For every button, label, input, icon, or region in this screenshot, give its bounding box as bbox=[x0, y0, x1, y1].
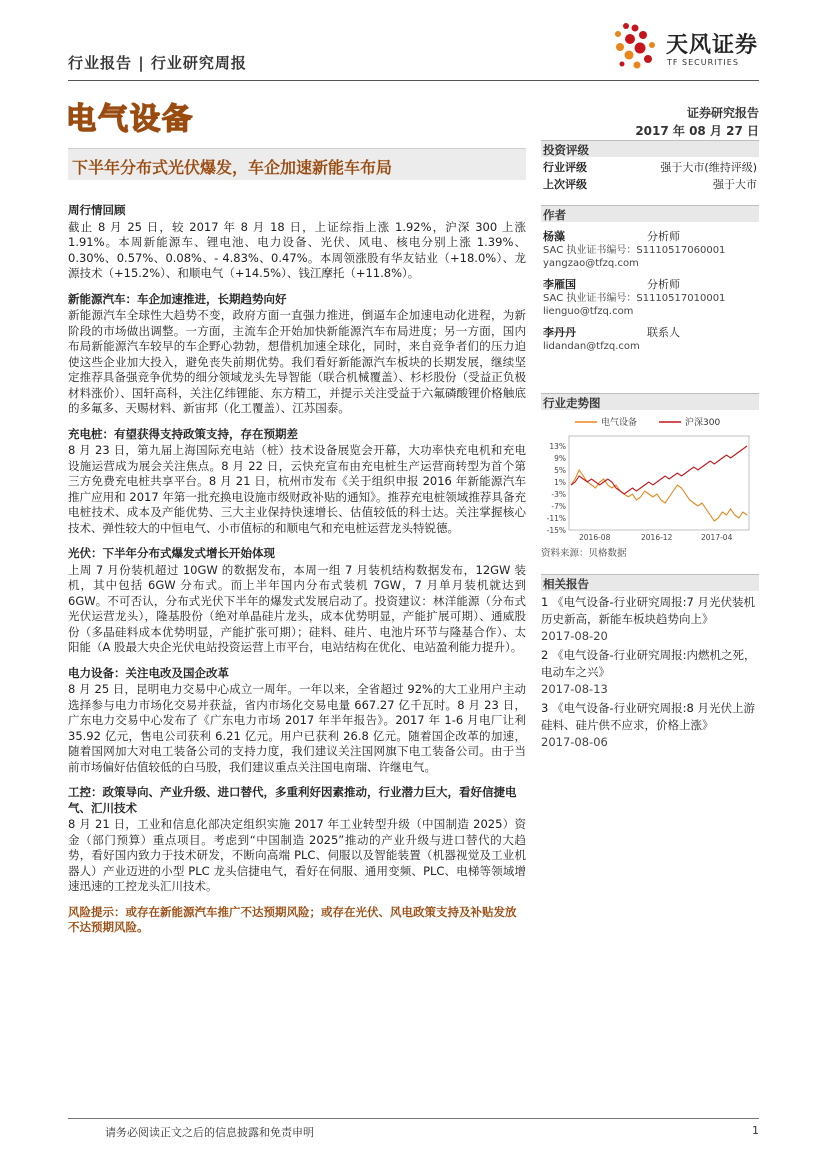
related-report-link[interactable]: 3 《电气设备-行业研究周报:8 月光伏上游硅料、硅片供不应求，价格上涨》 bbox=[541, 701, 755, 732]
section-pv bbox=[68, 546, 526, 656]
footer-disclaimer: 请务必阅读正文之后的信息披露和免责申明 bbox=[105, 1126, 314, 1139]
legend-label: 沪深300 bbox=[685, 418, 721, 428]
analyst-email[interactable]: yangzao@tfzq.com bbox=[543, 258, 639, 269]
section-paragraph: 上周 7 月份装机超过 10GW 的数据发布，本周一组 7 月装机结构数据发布，12GW 装机，其中包括 6GW 分布式。而上半年国内分布式装机 7GW，7 月单月装机就达到 6GW。不可否认，分布式光伏下半年的爆发式发展启动了。投资建议：林洋能源（分布式光伏运营龙头），隆基股份（绝对单晶硅片龙头，成本优势明显，产能扩展可期）、通威股份（多晶硅料成本优势明显，产能扩张可期）；硅料、硅片、电池片环节与隆基合作）、太阳能（A 股最大央企光伏电站投资运营上市平台，电站结构在优化、电站盈利能力提升）。 bbox=[68, 562, 526, 654]
analyst-email[interactable]: lidandan@tfzq.com bbox=[543, 341, 640, 352]
section-heading: 充电桩：有望获得支持政策支持，存在预期差 bbox=[68, 426, 298, 441]
section-paragraph: 截止 8 月 25 日，较 2017 年 8 月 18 日，上证综指上涨 1.92%，沪深 300 上涨 1.91%。本周新能源车、锂电池、电力设备、光伏、风电、核电分别上涨 1.39%、0.30%、0.57%、0.08%、- 4.83%、0.47%。本周领涨股有华友钴业（+18.0%）、龙源技术（+15.2%）、和顺电气（+14.5%）、钱江摩托（+11.8%）。 bbox=[68, 219, 526, 280]
section-industrial-control bbox=[68, 785, 526, 895]
related-report-link[interactable]: 1 《电气设备-行业研究周报:7 月光伏装机历史新高，新能车板块趋势向上》 bbox=[541, 595, 755, 626]
analyst-card bbox=[541, 276, 759, 318]
y-tick-label: 13% bbox=[549, 442, 566, 451]
y-tick-label: 9% bbox=[554, 454, 566, 463]
x-tick-label: 2016-08 bbox=[579, 533, 611, 542]
series-line-1 bbox=[571, 446, 747, 494]
analyst-email[interactable]: lienguo@tfzq.com bbox=[543, 306, 634, 317]
section-heading: 电力设备：关注电改及国企改革 bbox=[68, 665, 229, 680]
analyst-role: 分析师 bbox=[647, 278, 680, 291]
risk-warning: 风险提示：或存在新能源汽车推广不达预期风险；或存在光伏、风电政策支持及补贴发放不达预期风险。 bbox=[68, 904, 517, 934]
section-weekly-review bbox=[68, 203, 526, 282]
section-paragraph: 新能源汽车全球性大趋势不变，政府方面一直强力推进，倒逼车企加速电动化进程，为新阶段的市场做出调整。一方面，主流车企开始加快新能源汽车布局进度；另一方面，国内布局新能源汽车较早的车企野心勃勃，想借机加速全球化，同时，来自竞争者们的压力迫使这些企业加大投入，避免丧失前期优势。我们看好新能源汽车板块的长期发展，继续坚定推荐具备强竞争优势的细分领域龙头先导智能（联合机械覆盖）、杉杉股份（受益正负极材料涨价）、国轩高科，关注亿纬锂能、东方精工，并提示关注受益于六氟磷酸锂价格触底的多氟多、天赐材料、新宙邦（化工覆盖）、江苏国泰。 bbox=[68, 308, 526, 415]
analyst-name: 李丹丹 bbox=[543, 326, 576, 339]
analyst-role: 联系人 bbox=[647, 326, 680, 339]
rating-key: 上次评级 bbox=[543, 178, 587, 191]
y-tick-label: 1% bbox=[554, 478, 566, 487]
x-tick-label: 2017-04 bbox=[701, 533, 733, 542]
y-tick-label: -3% bbox=[551, 490, 566, 499]
rating-heading: 投资评级 bbox=[541, 140, 759, 157]
related-reports bbox=[541, 574, 759, 753]
series-line-0 bbox=[571, 470, 747, 521]
section-heading: 工控：政策导向、产业升级、进口替代，多重利好因素推动，行业潜力巨大，看好信捷电气、汇川技术 bbox=[68, 785, 517, 815]
analyst-cert: SAC 执业证书编号：S1110517060001 bbox=[543, 245, 726, 256]
y-tick-label: -11% bbox=[546, 514, 566, 523]
sidebar bbox=[541, 140, 759, 353]
y-tick-label: 5% bbox=[554, 466, 566, 475]
trend-heading: 行业走势图 bbox=[541, 393, 759, 410]
header-divider bbox=[68, 80, 759, 81]
report-category: 行业报告 | 行业研究周报 bbox=[68, 54, 247, 72]
report-type: 证券研究报告 bbox=[686, 106, 759, 120]
chart-source: 资料来源：贝格数据 bbox=[541, 548, 627, 559]
rating-row bbox=[541, 157, 759, 174]
section-heading: 光伏：下半年分布式爆发式增长开始体现 bbox=[68, 546, 275, 560]
related-heading: 相关报告 bbox=[541, 574, 759, 591]
section-heading: 周行情回顾 bbox=[68, 203, 126, 217]
brand-name: 天风证券 bbox=[666, 33, 759, 58]
headline-banner bbox=[68, 148, 526, 180]
plot-frame bbox=[569, 436, 749, 530]
trend-chart bbox=[541, 412, 759, 544]
x-tick-label: 2016-12 bbox=[641, 533, 673, 542]
analyst-cert: SAC 执业证书编号：S1110517010001 bbox=[543, 293, 726, 304]
analyst-name: 李雁国 bbox=[543, 278, 576, 291]
brand-dots-icon bbox=[610, 20, 666, 76]
sector-title: 电气设备 bbox=[66, 102, 194, 137]
author-heading: 作者 bbox=[541, 205, 759, 222]
headline: 下半年分布式光伏爆发，车企加速新能车布局 bbox=[72, 158, 393, 177]
related-report-date: 2017-08-13 bbox=[541, 682, 608, 696]
footer-divider bbox=[68, 1118, 759, 1119]
brand-sub: TF SECURITIES bbox=[667, 58, 739, 67]
y-tick-label: -15% bbox=[546, 526, 566, 535]
analyst-name: 杨藻 bbox=[543, 230, 565, 243]
section-nev bbox=[68, 292, 526, 417]
section-paragraph: 8 月 25 日，昆明电力交易中心成立一周年。一年以来，全省超过 92%的大工业用户主动选择参与电力市场化交易并获益，省内市场化交易电量 667.27 亿千瓦时。8 月 23 日，广东电力交易中心发布了《广东电力市场 2017 年半年报告》。2017 年 1-6 月电厂让利 35.92 亿元，售电公司获利 6.21 亿元。用户已获利 26.8 亿元。随着国企改革的加速，随着国网加大对电工装备公司的支持力度，我们建议关注国网旗下电工装备公司。由于当前市场偏好估值较低的白马股，我们建议重点关注国电南瑞、许继电气。 bbox=[68, 682, 526, 774]
rating-value: 强于大市(维持评级) bbox=[660, 161, 757, 174]
rating-key: 行业评级 bbox=[543, 161, 587, 174]
rating-row bbox=[541, 174, 759, 191]
legend-label: 电气设备 bbox=[601, 418, 638, 428]
section-paragraph: 8 月 21 日，工业和信息化部决定组织实施 2017 年工业转型升级（中国制造 2025）资金（部门预算）重点项目。考虑到“中国制造 2025”推动的产业升级与进口替代的大趋势，看好国内致力于技术研发，不断向高端 PLC、伺服以及智能装置（机器视觉及工业机器人）产业迈进的小型 PLC 龙头信捷电气，看好在伺服、通用变频、PLC、电梯等领域增速迅速的工控龙头汇川技术。 bbox=[68, 817, 526, 893]
brand-logo bbox=[610, 18, 770, 78]
related-report-link[interactable]: 2 《电气设备-行业研究周报:内燃机之死，电动车之兴》 bbox=[541, 648, 756, 679]
related-report-date: 2017-08-20 bbox=[541, 629, 608, 643]
related-report-date: 2017-08-06 bbox=[541, 735, 608, 749]
rating-value: 强于大市 bbox=[713, 178, 757, 191]
section-power bbox=[68, 666, 526, 776]
y-tick-label: -7% bbox=[551, 502, 566, 511]
section-charging bbox=[68, 427, 526, 537]
main-content bbox=[68, 203, 526, 936]
analyst-role: 分析师 bbox=[647, 230, 680, 243]
trend-chart-panel bbox=[541, 393, 759, 544]
analyst-card bbox=[541, 228, 759, 270]
section-paragraph: 8 月 23 日，第九届上海国际充电站（桩）技术设备展览会开幕，大功率快充电机和充电设施运营成为展会关注焦点。8 月 22 日，云快充宣布由充电桩生产运营商转型为首个第三方免费充电桩共享平台。8 月 21 日，杭州市发布《关于组织申报 2016 年新能源汽车推广应用和 2017 年第一批充换电设施市级财政补贴的通知》。推荐充电桩领域推荐具备充电桩技术、成本及产能优势、三大主业保持快速增长、估值较低的科士达。关注掌握核心技术、弹性较大的中恒电气、小市值标的和顺电气和充电桩运营龙头特锐德。 bbox=[68, 443, 526, 535]
page-number: 1 bbox=[752, 1124, 759, 1137]
section-heading: 新能源汽车：车企加速推进，长期趋势向好 bbox=[68, 291, 287, 306]
report-date: 2017 年 08 月 27 日 bbox=[635, 124, 759, 138]
analyst-card bbox=[541, 324, 759, 353]
